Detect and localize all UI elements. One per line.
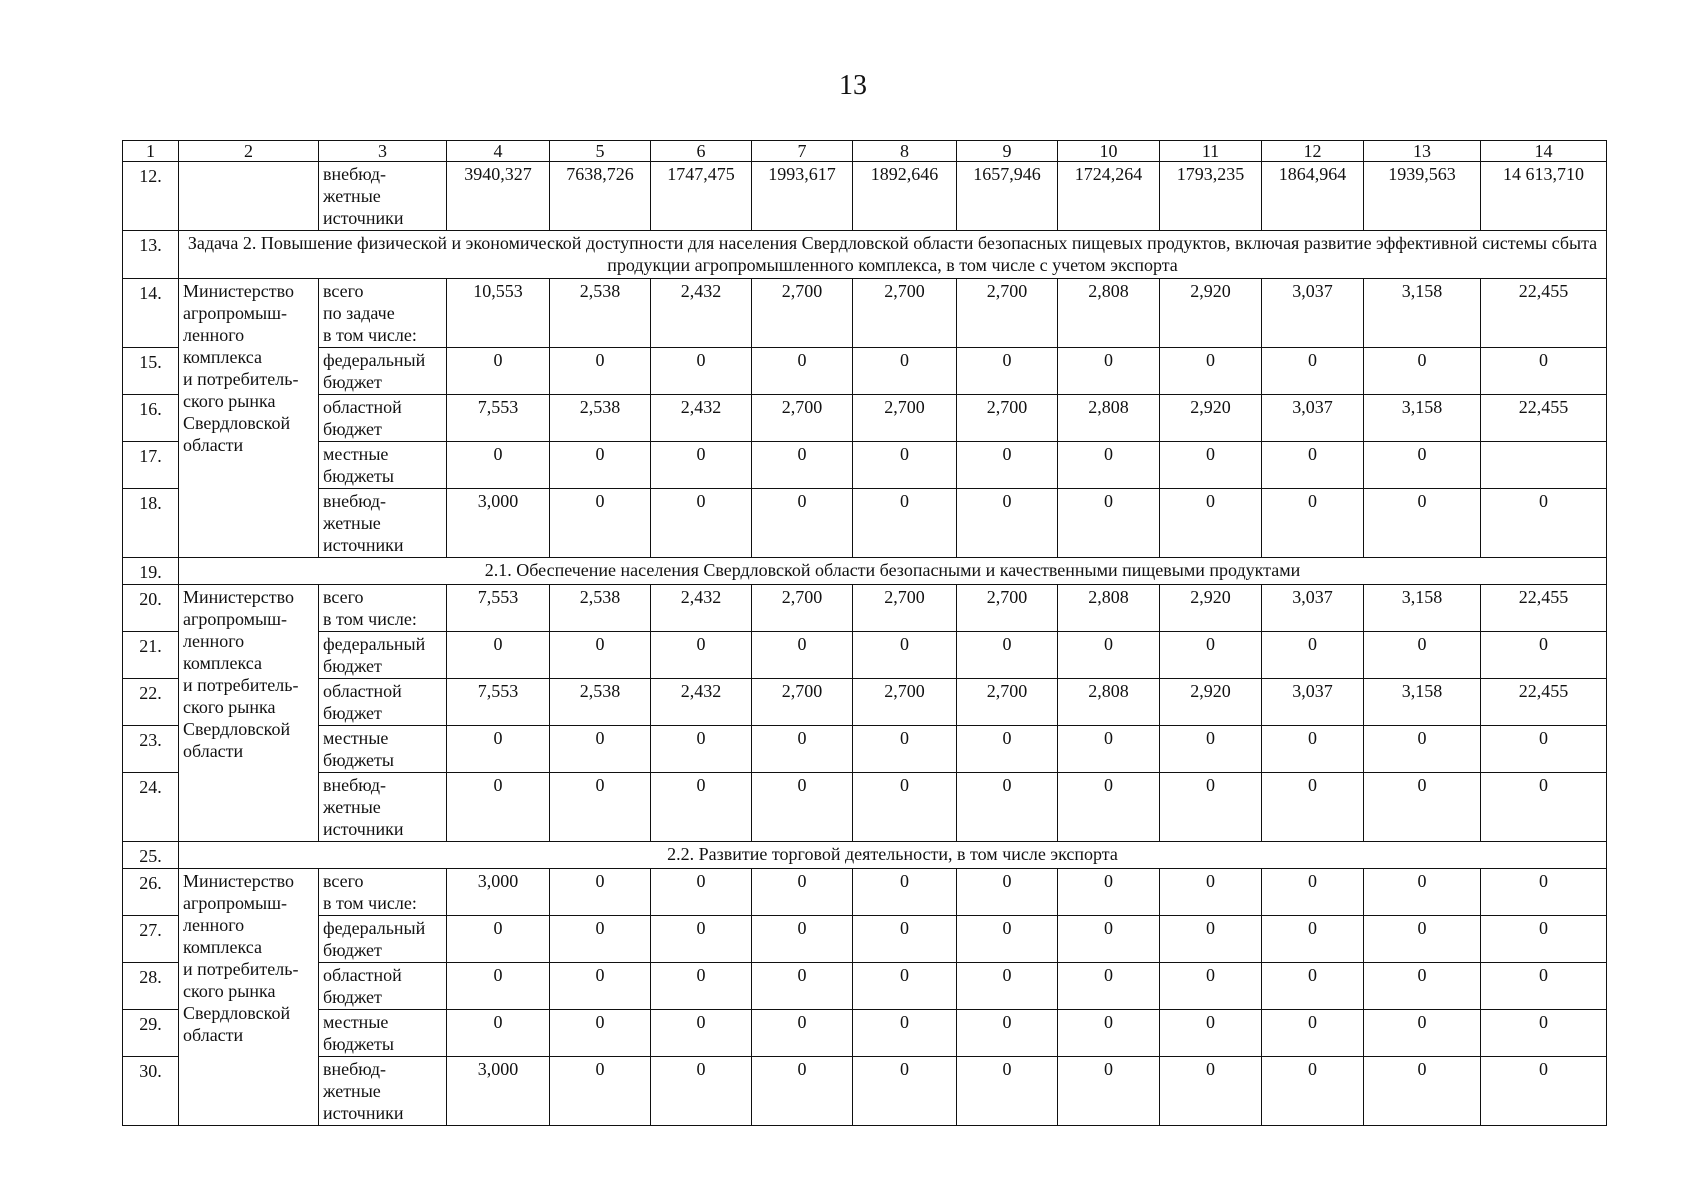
table-row (123, 632, 1607, 679)
value-cell: 0 (1262, 348, 1364, 395)
funding-source: местные бюджеты (319, 442, 447, 489)
value-cell: 0 (1481, 773, 1607, 842)
value-cell: 0 (651, 1057, 752, 1126)
value-cell: 0 (752, 726, 853, 773)
value-cell: 0 (957, 1010, 1058, 1057)
value-cell: 0 (447, 632, 550, 679)
value-cell: 0 (1364, 963, 1481, 1010)
header-cell: 13 (1364, 141, 1481, 162)
header-cell: 10 (1058, 141, 1160, 162)
value-cell: 2,700 (752, 279, 853, 348)
header-cell: 12 (1262, 141, 1364, 162)
funding-source: местные бюджеты (319, 726, 447, 773)
value-cell: 0 (1364, 348, 1481, 395)
row-number: 22. (123, 679, 179, 726)
header-cell: 11 (1160, 141, 1262, 162)
value-cell: 0 (1262, 963, 1364, 1010)
value-cell: 3940,327 (447, 162, 550, 231)
value-cell: 0 (1058, 348, 1160, 395)
value-cell: 2,920 (1160, 679, 1262, 726)
value-cell: 0 (651, 489, 752, 558)
header-cell: 3 (319, 141, 447, 162)
value-cell: 7,553 (447, 679, 550, 726)
value-cell: 0 (1481, 869, 1607, 916)
row-number: 23. (123, 726, 179, 773)
value-cell: 3,000 (447, 869, 550, 916)
value-cell: 0 (752, 632, 853, 679)
value-cell: 0 (1364, 869, 1481, 916)
table-row (123, 442, 1607, 489)
value-cell: 0 (447, 442, 550, 489)
value-cell: 2,700 (957, 279, 1058, 348)
value-cell: 0 (550, 963, 651, 1010)
value-cell: 0 (1160, 1057, 1262, 1126)
value-cell: 2,700 (957, 395, 1058, 442)
section-title: 2.1. Обеспечение населения Свердловской области безопасными и качественными пищевыми продуктами (179, 558, 1607, 585)
table-row (123, 773, 1607, 842)
funding-source: внебюд- жетные источники (319, 489, 447, 558)
value-cell: 1892,646 (853, 162, 957, 231)
value-cell: 0 (752, 1010, 853, 1057)
value-cell: 0 (853, 916, 957, 963)
value-cell: 0 (550, 442, 651, 489)
row-number: 24. (123, 773, 179, 842)
value-cell: 0 (1262, 442, 1364, 489)
value-cell: 3,037 (1262, 679, 1364, 726)
value-cell: 1864,964 (1262, 162, 1364, 231)
value-cell: 0 (853, 963, 957, 1010)
funding-source: внебюд- жетные источники (319, 1057, 447, 1126)
funding-source: областной бюджет (319, 963, 447, 1010)
funding-source: областной бюджет (319, 395, 447, 442)
value-cell: 2,432 (651, 585, 752, 632)
value-cell: 7,553 (447, 395, 550, 442)
value-cell: 0 (550, 489, 651, 558)
value-cell: 2,920 (1160, 395, 1262, 442)
value-cell: 0 (853, 773, 957, 842)
table-row (123, 869, 1607, 916)
header-cell: 2 (179, 141, 319, 162)
responsible-org: Министерство агропромыш- ленного комплекса и потребитель- ского рынка Свердловской области (179, 279, 319, 558)
value-cell: 0 (957, 726, 1058, 773)
value-cell: 2,808 (1058, 395, 1160, 442)
row-number: 25. (123, 842, 179, 869)
value-cell: 0 (957, 1057, 1058, 1126)
value-cell: 0 (957, 773, 1058, 842)
page-number: 13 (839, 70, 867, 101)
value-cell: 0 (651, 726, 752, 773)
value-cell: 0 (853, 632, 957, 679)
value-cell: 0 (853, 442, 957, 489)
value-cell: 0 (957, 442, 1058, 489)
value-cell: 0 (651, 1010, 752, 1057)
row-number: 28. (123, 963, 179, 1010)
value-cell: 0 (1481, 489, 1607, 558)
value-cell: 0 (651, 348, 752, 395)
value-cell: 0 (550, 632, 651, 679)
value-cell: 0 (957, 916, 1058, 963)
row-number: 15. (123, 348, 179, 395)
row-number: 18. (123, 489, 179, 558)
table-row (123, 963, 1607, 1010)
value-cell: 0 (1262, 1010, 1364, 1057)
value-cell: 0 (1481, 963, 1607, 1010)
funding-source: всего в том числе: (319, 585, 447, 632)
responsible-org: Министерство агропромыш- ленного комплекса и потребитель- ского рынка Свердловской области (179, 869, 319, 1126)
budget-table (122, 140, 1607, 1126)
value-cell: 0 (550, 869, 651, 916)
value-cell: 0 (1481, 632, 1607, 679)
value-cell: 0 (1058, 726, 1160, 773)
value-cell: 0 (1058, 916, 1160, 963)
row-number: 16. (123, 395, 179, 442)
value-cell: 2,538 (550, 395, 651, 442)
value-cell: 0 (1160, 348, 1262, 395)
row-number: 12. (123, 162, 179, 231)
org-cell (179, 162, 319, 231)
table-row (123, 348, 1607, 395)
value-cell: 3,158 (1364, 585, 1481, 632)
value-cell: 2,808 (1058, 679, 1160, 726)
value-cell: 0 (1160, 963, 1262, 1010)
value-cell: 0 (1262, 632, 1364, 679)
row-number: 17. (123, 442, 179, 489)
value-cell: 0 (752, 773, 853, 842)
value-cell: 0 (651, 963, 752, 1010)
header-cell: 14 (1481, 141, 1607, 162)
section-title: Задача 2. Повышение физической и экономической доступности для населения Свердловской области безопасных пищевых продуктов, включая развитие эффективной системы сбыта продукции агропромышленного комплекса, в том числе с учетом экспорта (179, 231, 1607, 279)
value-cell: 0 (1364, 489, 1481, 558)
row-number: 27. (123, 916, 179, 963)
table-row (123, 585, 1607, 632)
value-cell: 0 (1160, 869, 1262, 916)
value-cell: 0 (550, 1010, 651, 1057)
table-row (123, 489, 1607, 558)
funding-source: областной бюджет (319, 679, 447, 726)
value-cell: 1657,946 (957, 162, 1058, 231)
header-cell: 9 (957, 141, 1058, 162)
value-cell: 0 (1262, 489, 1364, 558)
value-cell: 2,432 (651, 395, 752, 442)
value-cell: 7,553 (447, 585, 550, 632)
value-cell: 0 (1058, 489, 1160, 558)
value-cell: 3,037 (1262, 395, 1364, 442)
value-cell: 0 (1364, 773, 1481, 842)
value-cell: 0 (957, 632, 1058, 679)
value-cell: 0 (1262, 1057, 1364, 1126)
row-number: 29. (123, 1010, 179, 1057)
header-cell: 1 (123, 141, 179, 162)
section-row (123, 558, 1607, 585)
value-cell: 3,158 (1364, 395, 1481, 442)
value-cell: 0 (1364, 442, 1481, 489)
value-cell: 0 (550, 916, 651, 963)
value-cell: 0 (1481, 726, 1607, 773)
table-row (123, 916, 1607, 963)
value-cell: 2,700 (853, 679, 957, 726)
value-cell: 2,538 (550, 679, 651, 726)
value-cell: 0 (447, 963, 550, 1010)
value-cell: 0 (1160, 489, 1262, 558)
value-cell: 1993,617 (752, 162, 853, 231)
value-cell: 0 (1364, 1057, 1481, 1126)
value-cell: 0 (1058, 1010, 1160, 1057)
value-cell: 2,700 (853, 395, 957, 442)
value-cell: 0 (853, 1010, 957, 1057)
value-cell: 0 (957, 489, 1058, 558)
value-cell: 0 (752, 489, 853, 558)
value-cell: 2,920 (1160, 585, 1262, 632)
value-cell: 0 (651, 916, 752, 963)
value-cell: 2,700 (957, 679, 1058, 726)
value-cell: 2,700 (853, 279, 957, 348)
table-row (123, 726, 1607, 773)
value-cell: 0 (550, 773, 651, 842)
value-cell: 0 (1364, 726, 1481, 773)
value-cell: 0 (1160, 442, 1262, 489)
table-row (123, 1010, 1607, 1057)
header-row (123, 141, 1607, 162)
value-cell: 3,000 (447, 489, 550, 558)
table-row (123, 395, 1607, 442)
value-cell: 0 (752, 963, 853, 1010)
row-number: 14. (123, 279, 179, 348)
value-cell: 0 (1481, 348, 1607, 395)
value-cell: 0 (752, 916, 853, 963)
table-row (123, 279, 1607, 348)
value-cell: 2,700 (853, 585, 957, 632)
value-cell: 0 (1262, 869, 1364, 916)
table-row (123, 162, 1607, 231)
section-row (123, 842, 1607, 869)
value-cell: 3,000 (447, 1057, 550, 1126)
table-body (123, 141, 1607, 1126)
value-cell: 2,432 (651, 679, 752, 726)
value-cell: 0 (447, 1010, 550, 1057)
value-cell: 0 (1160, 726, 1262, 773)
value-cell: 2,538 (550, 585, 651, 632)
value-cell: 0 (1364, 1010, 1481, 1057)
value-cell: 0 (957, 348, 1058, 395)
row-number: 26. (123, 869, 179, 916)
value-cell: 3,158 (1364, 679, 1481, 726)
value-cell: 0 (1058, 869, 1160, 916)
value-cell: 2,808 (1058, 279, 1160, 348)
header-cell: 5 (550, 141, 651, 162)
value-cell: 0 (752, 1057, 853, 1126)
value-cell: 0 (550, 348, 651, 395)
value-cell: 0 (447, 916, 550, 963)
header-cell: 4 (447, 141, 550, 162)
value-cell: 0 (752, 442, 853, 489)
value-cell: 22,455 (1481, 279, 1607, 348)
funding-source: федеральный бюджет (319, 916, 447, 963)
table-row (123, 1057, 1607, 1126)
value-cell: 0 (1481, 1057, 1607, 1126)
section-title: 2.2. Развитие торговой деятельности, в том числе экспорта (179, 842, 1607, 869)
value-cell: 0 (853, 869, 957, 916)
value-cell: 0 (651, 869, 752, 916)
value-cell: 2,808 (1058, 585, 1160, 632)
header-cell: 8 (853, 141, 957, 162)
value-cell: 0 (1364, 916, 1481, 963)
row-number: 19. (123, 558, 179, 585)
value-cell: 0 (957, 869, 1058, 916)
value-cell: 0 (853, 726, 957, 773)
value-cell: 0 (1364, 632, 1481, 679)
value-cell: 3,037 (1262, 279, 1364, 348)
row-number: 30. (123, 1057, 179, 1126)
value-cell: 22,455 (1481, 395, 1607, 442)
row-number: 21. (123, 632, 179, 679)
value-cell: 2,920 (1160, 279, 1262, 348)
value-cell: 0 (651, 773, 752, 842)
funding-source: всего в том числе: (319, 869, 447, 916)
value-cell: 0 (1058, 442, 1160, 489)
value-cell: 0 (1481, 916, 1607, 963)
value-cell: 0 (651, 442, 752, 489)
value-cell: 2,538 (550, 279, 651, 348)
value-cell: 0 (1262, 916, 1364, 963)
value-cell: 2,700 (752, 395, 853, 442)
funding-source: внебюд- жетные источники (319, 162, 447, 231)
table-row (123, 679, 1607, 726)
value-cell: 22,455 (1481, 679, 1607, 726)
value-cell: 0 (853, 489, 957, 558)
value-cell: 0 (1160, 1010, 1262, 1057)
header-cell: 7 (752, 141, 853, 162)
responsible-org: Министерство агропромыш- ленного комплекса и потребитель- ского рынка Свердловской области (179, 585, 319, 842)
value-cell: 2,432 (651, 279, 752, 348)
header-cell: 6 (651, 141, 752, 162)
value-cell: 2,700 (752, 679, 853, 726)
value-cell: 3,158 (1364, 279, 1481, 348)
funding-source: внебюд- жетные источники (319, 773, 447, 842)
value-cell: 0 (1160, 773, 1262, 842)
value-cell: 0 (1481, 1010, 1607, 1057)
value-cell: 0 (447, 773, 550, 842)
value-cell: 2,700 (957, 585, 1058, 632)
value-cell: 1793,235 (1160, 162, 1262, 231)
value-cell: 1939,563 (1364, 162, 1481, 231)
value-cell: 0 (447, 726, 550, 773)
value-cell: 0 (550, 726, 651, 773)
value-cell: 0 (651, 632, 752, 679)
funding-source: всего по задаче в том числе: (319, 279, 447, 348)
row-number: 13. (123, 231, 179, 279)
value-cell: 0 (1058, 963, 1160, 1010)
value-cell: 0 (853, 1057, 957, 1126)
funding-source: федеральный бюджет (319, 632, 447, 679)
value-cell: 0 (1160, 632, 1262, 679)
value-cell: 3,037 (1262, 585, 1364, 632)
value-cell: 14 613,710 (1481, 162, 1607, 231)
value-cell: 0 (752, 348, 853, 395)
section-row (123, 231, 1607, 279)
value-cell: 0 (1058, 632, 1160, 679)
value-cell: 0 (1262, 726, 1364, 773)
value-cell (1481, 442, 1607, 489)
value-cell: 0 (957, 963, 1058, 1010)
value-cell: 0 (1160, 916, 1262, 963)
value-cell: 0 (1058, 1057, 1160, 1126)
value-cell: 0 (447, 348, 550, 395)
value-cell: 7638,726 (550, 162, 651, 231)
value-cell: 1747,475 (651, 162, 752, 231)
value-cell: 0 (853, 348, 957, 395)
funding-source: местные бюджеты (319, 1010, 447, 1057)
value-cell: 1724,264 (1058, 162, 1160, 231)
value-cell: 0 (1058, 773, 1160, 842)
value-cell: 22,455 (1481, 585, 1607, 632)
value-cell: 0 (752, 869, 853, 916)
value-cell: 10,553 (447, 279, 550, 348)
value-cell: 2,700 (752, 585, 853, 632)
value-cell: 0 (1262, 773, 1364, 842)
funding-source: федеральный бюджет (319, 348, 447, 395)
value-cell: 0 (550, 1057, 651, 1126)
row-number: 20. (123, 585, 179, 632)
